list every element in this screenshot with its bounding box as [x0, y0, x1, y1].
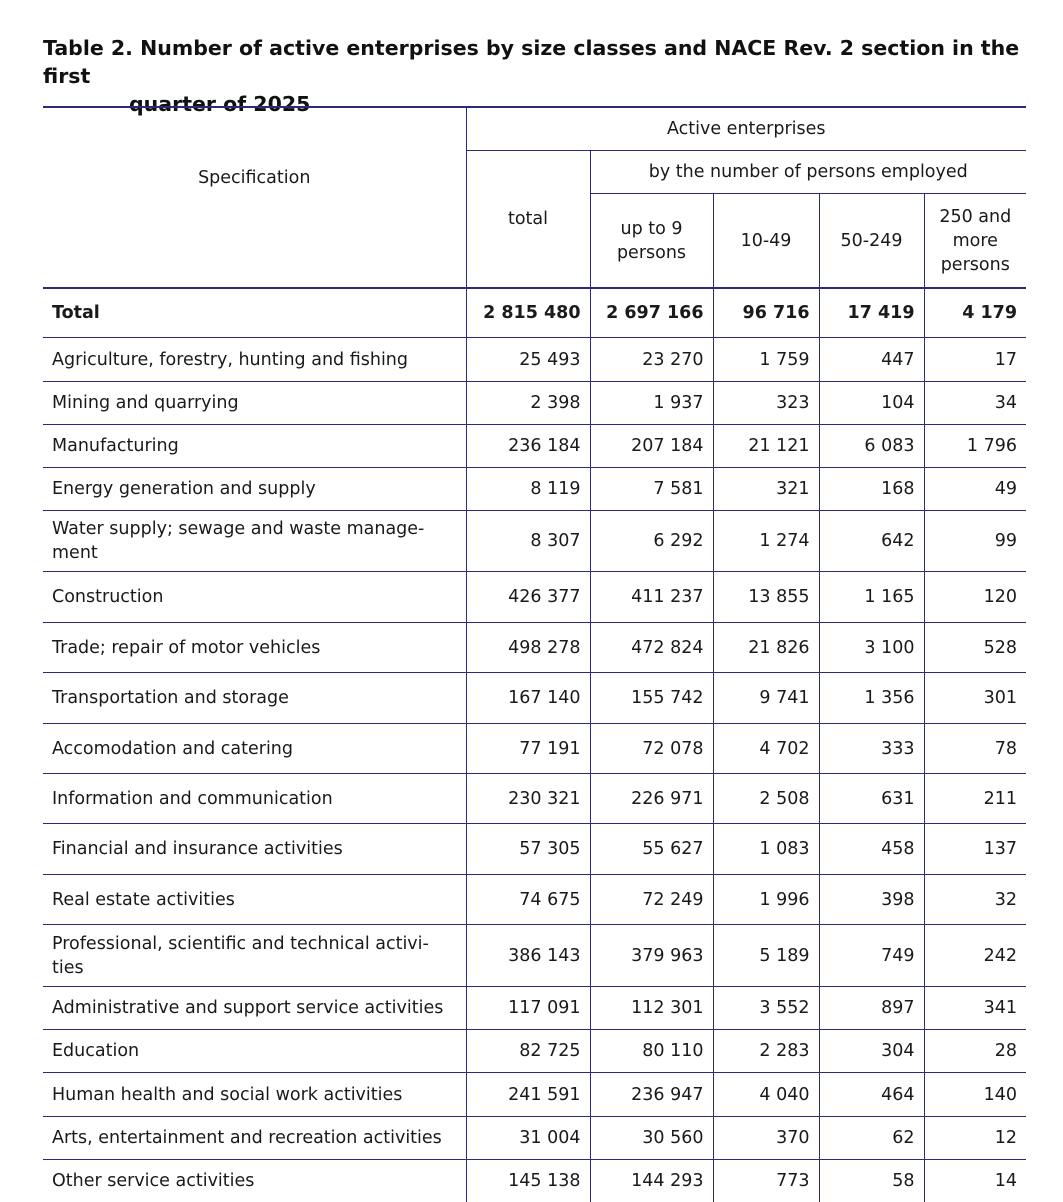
cell-up-to-9: 7 581	[590, 468, 713, 511]
cell-up-to-9: 207 184	[590, 425, 713, 468]
cell-total: 8 119	[466, 468, 590, 511]
cell-250-more: 28	[924, 1030, 1026, 1073]
cell-10-49: 1 996	[713, 875, 819, 925]
cell-50-249: 1 165	[819, 572, 924, 623]
cell-50-249: 62	[819, 1117, 924, 1160]
cell-250-more: 341	[924, 987, 1026, 1030]
cell-up-to-9: 379 963	[590, 925, 713, 987]
table-row	[43, 987, 1026, 1030]
cell-up-to-9: 55 627	[590, 824, 713, 875]
row-name: Manufacturing	[43, 425, 466, 468]
title-line-2: quarter of 2025	[43, 90, 1033, 118]
row-name: Professional, scientific and technical activi-ties	[43, 925, 466, 987]
cell-50-249: 749	[819, 925, 924, 987]
title-line-1: Table 2. Number of active enterprises by size classes and NACE Rev. 2 section in the first	[43, 36, 1019, 88]
header-specification: Specification	[43, 107, 466, 288]
cell-250-more: 242	[924, 925, 1026, 987]
cell-total: 74 675	[466, 875, 590, 925]
table-row	[43, 382, 1026, 425]
enterprises-table	[43, 106, 1026, 1202]
cell-250-more: 78	[924, 724, 1026, 774]
cell-50-249: 1 356	[819, 673, 924, 724]
row-name: Information and communication	[43, 774, 466, 824]
cell-10-49: 13 855	[713, 572, 819, 623]
row-name: Administrative and support service activities	[43, 987, 466, 1030]
row-name: Agriculture, forestry, hunting and fishing	[43, 338, 466, 382]
table-header	[43, 107, 1026, 288]
cell-up-to-9: 236 947	[590, 1073, 713, 1117]
table-row	[43, 875, 1026, 925]
header-total: total	[466, 151, 590, 289]
cell-250-more: 12	[924, 1117, 1026, 1160]
table-row	[43, 338, 1026, 382]
cell-total: 31 004	[466, 1117, 590, 1160]
cell-total: 236 184	[466, 425, 590, 468]
cell-10-49: 4 040	[713, 1073, 819, 1117]
cell-250-more: 49	[924, 468, 1026, 511]
row-name: Accomodation and catering	[43, 724, 466, 774]
cell-10-49: 2 283	[713, 1030, 819, 1073]
cell-50-249: 333	[819, 724, 924, 774]
cell-50-249: 631	[819, 774, 924, 824]
cell-up-to-9: 112 301	[590, 987, 713, 1030]
row-name: Transportation and storage	[43, 673, 466, 724]
table-row	[43, 572, 1026, 623]
table-row	[43, 774, 1026, 824]
table-row	[43, 425, 1026, 468]
cell-10-49: 321	[713, 468, 819, 511]
table-row	[43, 925, 1026, 987]
cell-total: 25 493	[466, 338, 590, 382]
header-250-more: 250 and more persons	[924, 194, 1026, 289]
cell-up-to-9: 2 697 166	[590, 288, 713, 338]
cell-10-49: 323	[713, 382, 819, 425]
row-name: Arts, entertainment and recreation activities	[43, 1117, 466, 1160]
cell-up-to-9: 72 249	[590, 875, 713, 925]
cell-total: 2 398	[466, 382, 590, 425]
header-by-persons: by the number of persons employed	[590, 151, 1026, 194]
cell-up-to-9: 23 270	[590, 338, 713, 382]
cell-50-249: 642	[819, 511, 924, 572]
table-row	[43, 1160, 1026, 1202]
cell-up-to-9: 30 560	[590, 1117, 713, 1160]
cell-total: 426 377	[466, 572, 590, 623]
cell-up-to-9: 155 742	[590, 673, 713, 724]
cell-total: 167 140	[466, 673, 590, 724]
cell-250-more: 140	[924, 1073, 1026, 1117]
cell-50-249: 17 419	[819, 288, 924, 338]
cell-up-to-9: 72 078	[590, 724, 713, 774]
cell-up-to-9: 80 110	[590, 1030, 713, 1073]
row-name: Education	[43, 1030, 466, 1073]
row-name: Real estate activities	[43, 875, 466, 925]
cell-50-249: 3 100	[819, 623, 924, 673]
cell-250-more: 14	[924, 1160, 1026, 1202]
cell-10-49: 5 189	[713, 925, 819, 987]
row-name: Total	[43, 288, 466, 338]
row-name: Other service activities	[43, 1160, 466, 1202]
cell-up-to-9: 1 937	[590, 382, 713, 425]
total-row	[43, 288, 1026, 338]
cell-10-49: 96 716	[713, 288, 819, 338]
row-name: Construction	[43, 572, 466, 623]
cell-50-249: 447	[819, 338, 924, 382]
cell-50-249: 6 083	[819, 425, 924, 468]
cell-up-to-9: 226 971	[590, 774, 713, 824]
cell-250-more: 32	[924, 875, 1026, 925]
cell-250-more: 301	[924, 673, 1026, 724]
cell-50-249: 58	[819, 1160, 924, 1202]
cell-10-49: 3 552	[713, 987, 819, 1030]
cell-50-249: 458	[819, 824, 924, 875]
cell-50-249: 897	[819, 987, 924, 1030]
table-row	[43, 1030, 1026, 1073]
cell-10-49: 773	[713, 1160, 819, 1202]
cell-total: 241 591	[466, 1073, 590, 1117]
table-row	[43, 724, 1026, 774]
cell-up-to-9: 6 292	[590, 511, 713, 572]
row-name: Financial and insurance activities	[43, 824, 466, 875]
cell-total: 77 191	[466, 724, 590, 774]
cell-10-49: 370	[713, 1117, 819, 1160]
header-10-49: 10-49	[713, 194, 819, 289]
cell-total: 8 307	[466, 511, 590, 572]
table-body	[43, 288, 1026, 1202]
cell-10-49: 1 759	[713, 338, 819, 382]
cell-250-more: 34	[924, 382, 1026, 425]
cell-50-249: 304	[819, 1030, 924, 1073]
cell-up-to-9: 472 824	[590, 623, 713, 673]
cell-50-249: 464	[819, 1073, 924, 1117]
cell-50-249: 168	[819, 468, 924, 511]
cell-250-more: 99	[924, 511, 1026, 572]
cell-250-more: 120	[924, 572, 1026, 623]
cell-10-49: 21 121	[713, 425, 819, 468]
cell-250-more: 528	[924, 623, 1026, 673]
header-50-249: 50-249	[819, 194, 924, 289]
row-name: Energy generation and supply	[43, 468, 466, 511]
cell-250-more: 137	[924, 824, 1026, 875]
header-up-to-9: up to 9 persons	[590, 194, 713, 289]
cell-10-49: 2 508	[713, 774, 819, 824]
row-name: Human health and social work activities	[43, 1073, 466, 1117]
table-row	[43, 824, 1026, 875]
cell-total: 145 138	[466, 1160, 590, 1202]
cell-up-to-9: 411 237	[590, 572, 713, 623]
cell-250-more: 1 796	[924, 425, 1026, 468]
table-row	[43, 511, 1026, 572]
cell-250-more: 211	[924, 774, 1026, 824]
cell-total: 57 305	[466, 824, 590, 875]
table-row	[43, 468, 1026, 511]
table-row	[43, 1073, 1026, 1117]
cell-10-49: 21 826	[713, 623, 819, 673]
cell-total: 82 725	[466, 1030, 590, 1073]
table-row	[43, 673, 1026, 724]
cell-total: 230 321	[466, 774, 590, 824]
cell-50-249: 104	[819, 382, 924, 425]
cell-10-49: 4 702	[713, 724, 819, 774]
cell-10-49: 1 274	[713, 511, 819, 572]
table-row	[43, 1117, 1026, 1160]
cell-10-49: 1 083	[713, 824, 819, 875]
cell-total: 386 143	[466, 925, 590, 987]
row-name: Trade; repair of motor vehicles	[43, 623, 466, 673]
cell-10-49: 9 741	[713, 673, 819, 724]
cell-250-more: 17	[924, 338, 1026, 382]
cell-total: 2 815 480	[466, 288, 590, 338]
cell-250-more: 4 179	[924, 288, 1026, 338]
cell-total: 498 278	[466, 623, 590, 673]
cell-total: 117 091	[466, 987, 590, 1030]
table-row	[43, 623, 1026, 673]
row-name: Water supply; sewage and waste manage-ment	[43, 511, 466, 572]
cell-50-249: 398	[819, 875, 924, 925]
header-active-enterprises: Active enterprises	[466, 107, 1026, 151]
cell-up-to-9: 144 293	[590, 1160, 713, 1202]
row-name: Mining and quarrying	[43, 382, 466, 425]
